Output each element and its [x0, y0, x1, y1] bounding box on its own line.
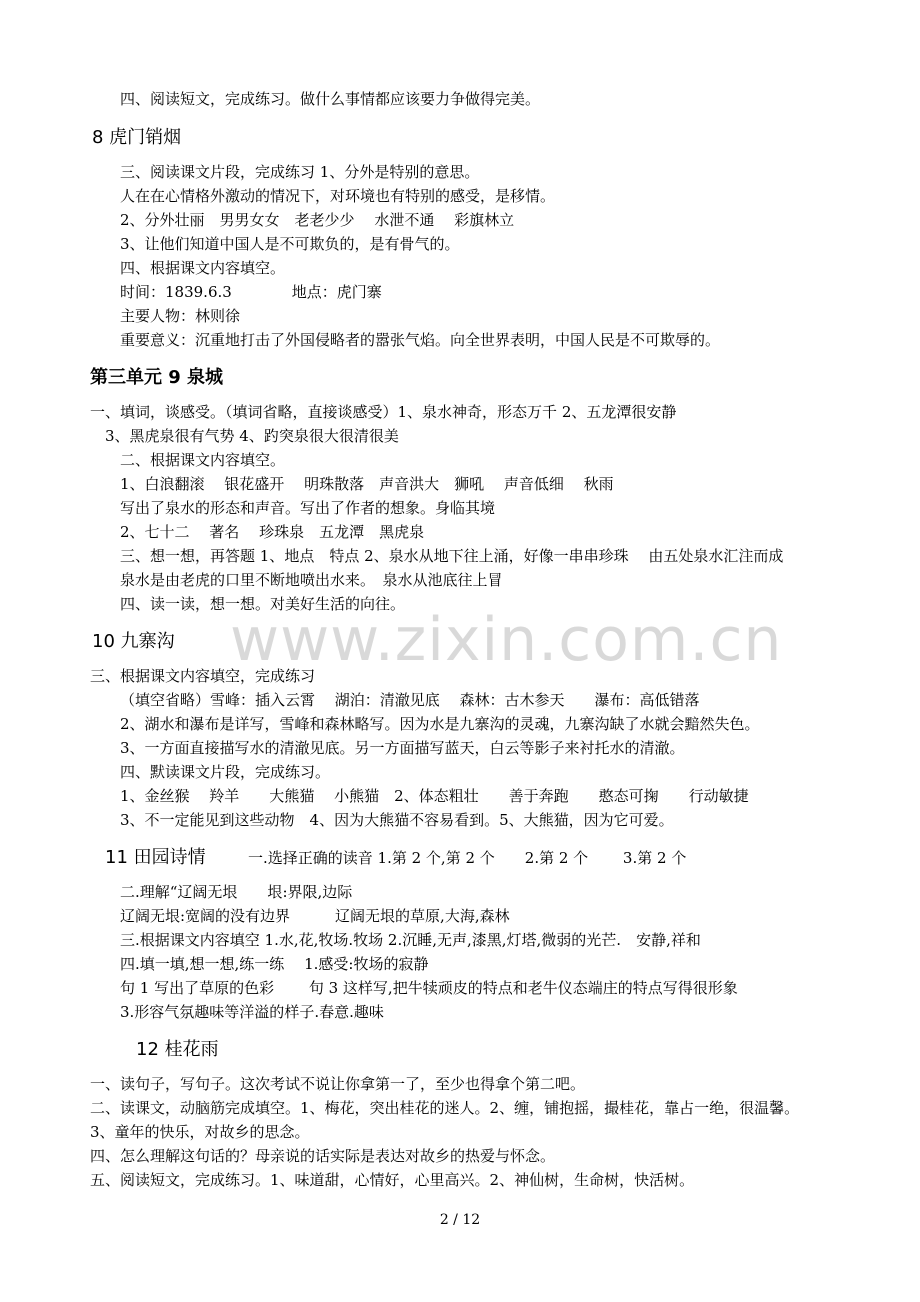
text-line: 1、白浪翻滚 银花盛开 明珠散落 声音洪大 狮吼 声音低细 秋雨 [120, 475, 614, 493]
text-line: 辽阔无垠:宽阔的没有边界 辽阔无垠的草原,大海,森林 [120, 907, 510, 925]
text-line: 2、七十二 著名 珍珠泉 五龙潭 黑虎泉 [120, 523, 425, 541]
text-line: 四、怎么理解这句话的？母亲说的话实际是表达对故乡的热爱与怀念。 [90, 1147, 556, 1165]
text-line: 3、一方面直接描写水的清澈见底。另一方面描写蓝天，白云等影子来衬托水的清澈。 [120, 739, 685, 757]
text-line: 四.填一填,想一想,练一练 1.感受:牧场的寂静 [120, 955, 429, 973]
text-line: （填空省略）雪峰：插入云霄 湖泊：清澈见底 森林：古木参天 瀑布：高低错落 [120, 691, 700, 709]
page-number: 2 / 12 [439, 1212, 481, 1228]
text-line: 四、读一读，想一想。对美好生活的向往。 [120, 595, 406, 613]
text-line: 重要意义：沉重地打击了外国侵略者的嚣张气焰。向全世界表明，中国人民是不可欺辱的。 [120, 331, 721, 349]
text-line: 3、黑虎泉很有气势 4、趵突泉很大很清很美 [105, 427, 399, 445]
text-line: 3、不一定能见到这些动物 4、因为大熊猫不容易看到。5、大熊猫，因为它可爱。 [120, 811, 674, 829]
text-line: 二、读课文，动脑筋完成填空。1、梅花，突出桂花的迷人。2、缠，铺抱摇，撮桂花，靠占一绝，很温馨。 [90, 1099, 800, 1117]
text-line: 2、分外壮丽 男男女女 老老少少 水泄不通 彩旗林立 [120, 211, 515, 229]
text-line: 二.理解“辽阔无垠 垠:界限,边际 [120, 883, 353, 901]
text-line: 四、默读课文片段，完成练习。 [120, 763, 331, 781]
text-line: 主要人物：林则徐 [120, 307, 241, 325]
text-line: 三、阅读课文片段，完成练习 1、分外是特别的意思。 [120, 163, 480, 181]
text-line: 三、想一想，再答题 1、地点 特点 2、泉水从地下往上涌，好像一串串珍珠 由五处泉水汇注而成 [120, 547, 784, 565]
text-line: 3、让他们知道中国人是不可欺负的，是有骨气的。 [120, 235, 460, 253]
text-line: 一、填词，谈感受。（填词省略，直接谈感受）1、泉水神奇，形态万千 2、五龙潭很安静 [90, 403, 677, 421]
text-line: 1、金丝猴 羚羊 大熊猫 小熊猫 2、体态粗壮 善于奔跑 憨态可掬 行动敏捷 [120, 787, 749, 805]
text-line: 人在在心情格外激动的情况下，对环境也有特别的感受，是移情。 [120, 187, 556, 205]
watermark: www.zixin.com.cn [230, 605, 783, 675]
text-line: 写出了泉水的形态和声音。写出了作者的想象。身临其境 [120, 499, 496, 517]
text-line: 句 1 写出了草原的色彩 句 3 这样写,把牛犊顽皮的特点和老牛仪态端庄的特点写得很形象 [120, 979, 738, 997]
text-line: 三、根据课文内容填空，完成练习 [90, 667, 316, 685]
text-line: 一、读句子，写句子。这次考试不说让你拿第一了，至少也得拿个第二吧。 [90, 1075, 586, 1093]
text-line: 四、阅读短文，完成练习。做什么事情都应该要力争做得完美。 [120, 90, 541, 108]
text-line: 2、湖水和瀑布是详写，雪峰和森林略写。因为水是九寨沟的灵魂，九寨沟缺了水就会黯然失色。 [120, 715, 760, 733]
lesson-heading: 10 九寨沟 [92, 631, 175, 652]
text-line: 时间：1839.6.3 地点：虎门寨 [120, 283, 382, 301]
unit-heading: 第三单元 9 泉城 [90, 367, 224, 388]
text-line: 二、根据课文内容填空。 [120, 451, 286, 469]
lesson-heading: 11 田园诗情 [105, 847, 206, 868]
lesson-heading: 12 桂花雨 [136, 1039, 219, 1060]
lesson-heading: 8 虎门销烟 [92, 127, 182, 148]
text-line: 一.选择正确的读音 1.第 2 个,第 2 个 2.第 2 个 3.第 2 个 [248, 849, 687, 867]
text-line: 五、阅读短文，完成练习。1、味道甜，心情好，心里高兴。2、神仙树，生命树，快活树。 [90, 1171, 695, 1189]
text-line: 三.根据课文内容填空 1.水,花,牧场.牧场 2.沉睡,无声,漆黑,灯塔,微弱的光芒. 安静,祥和 [120, 931, 701, 949]
text-line: 四、根据课文内容填空。 [120, 259, 286, 277]
text-line: 3.形容气氛趣味等洋溢的样子.春意.趣味 [120, 1003, 384, 1021]
text-line: 泉水是由老虎的口里不断地喷出水来。 泉水从池底往上冒 [120, 571, 503, 589]
text-line: 3、童年的快乐，对故乡的思念。 [90, 1123, 310, 1141]
